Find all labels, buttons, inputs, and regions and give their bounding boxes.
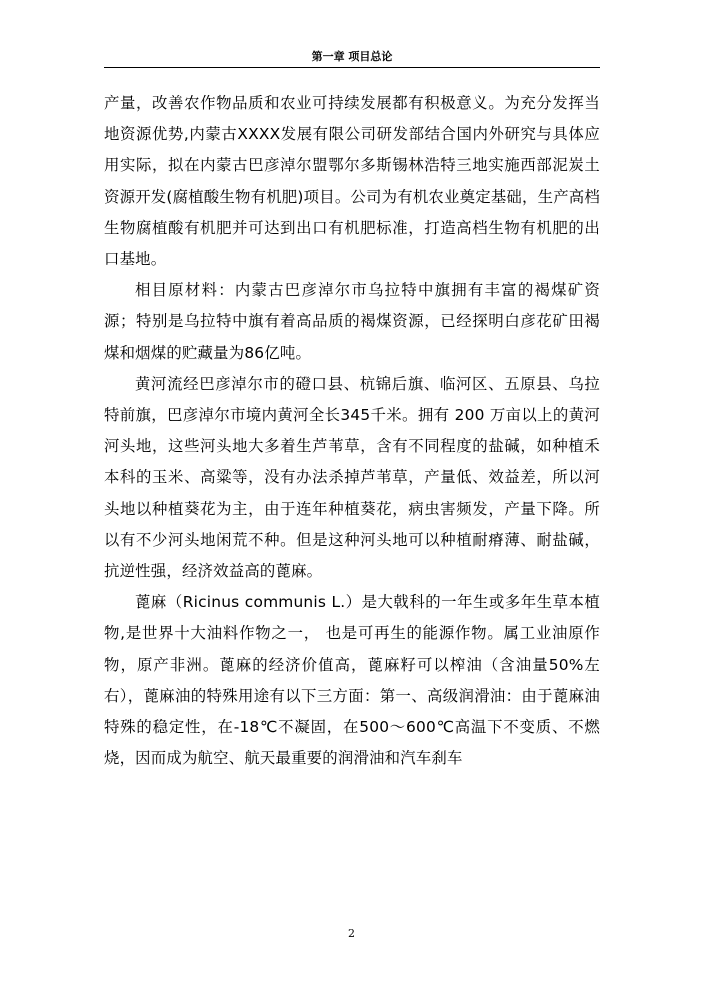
header-title: 第一章 项目总论 [311, 50, 393, 63]
paragraph-yellow-river: 黄河流经巴彦淖尔市的磴口县、杭锦后旗、临河区、五原县、乌拉特前旗，巴彦淖尔市境内黄河全长345千米。拥有 200 万亩以上的黄河河头地，这些河头地大多着生芦苇草，含有不同程度的盐碱，如种植禾本科的玉米、高粱等，没有办法杀掉芦苇草，产量低、效益差，所以河头地以种植葵花为主，由于连年种植葵花，病虫害频发，产量下降。所以有不少河头地闲荒不种。但是这种河头地可以种植耐瘠薄、耐盐碱，抗逆性强，经济效益高的蓖麻。 [104, 374, 600, 581]
document-body [104, 88, 600, 774]
paragraph-raw-materials: 相目原材料：内蒙古巴彦淖尔市乌拉特中旗拥有丰富的褐煤矿资源；特别是乌拉特中旗有着高品质的褐煤资源，已经探明白彦花矿田褐煤和烟煤的贮藏量为86亿吨。 [104, 281, 600, 362]
page-header [104, 50, 600, 68]
paragraph-continuation: 产量，改善农作物品质和农业可持续发展都有积极意义。为充分发挥当地资源优势,内蒙古XXXX发展有限公司研发部结合国内外研究与具体应用实际，拟在内蒙古巴彦淖尔盟鄂尔多斯锡林浩特三地实施西部泥炭土资源开发(腐植酸生物有机肥)项目。公司为有机农业奠定基础，生产高档生物腐植酸有机肥并可达到出口有机肥标准，打造高档生物有机肥的出口基地。 [104, 94, 600, 269]
paragraph-castor: 蓖麻（Ricinus communis L.）是大戟科的一年生或多年生草本植物,是世界十大油料作物之一， 也是可再生的能源作物。属工业油原作物，原产非洲。蓖麻的经济价值高，蓖麻籽可以榨油（含油量50%左右），蓖麻油的特殊用途有以下三方面：第一、高级润滑油：由于蓖麻油特殊的稳定性，在-18℃不凝固，在500～600℃高温下不变质、不燃烧，因而成为航空、航天最重要的润滑油和汽车刹车 [104, 593, 600, 768]
page-number: 2 [348, 927, 355, 940]
